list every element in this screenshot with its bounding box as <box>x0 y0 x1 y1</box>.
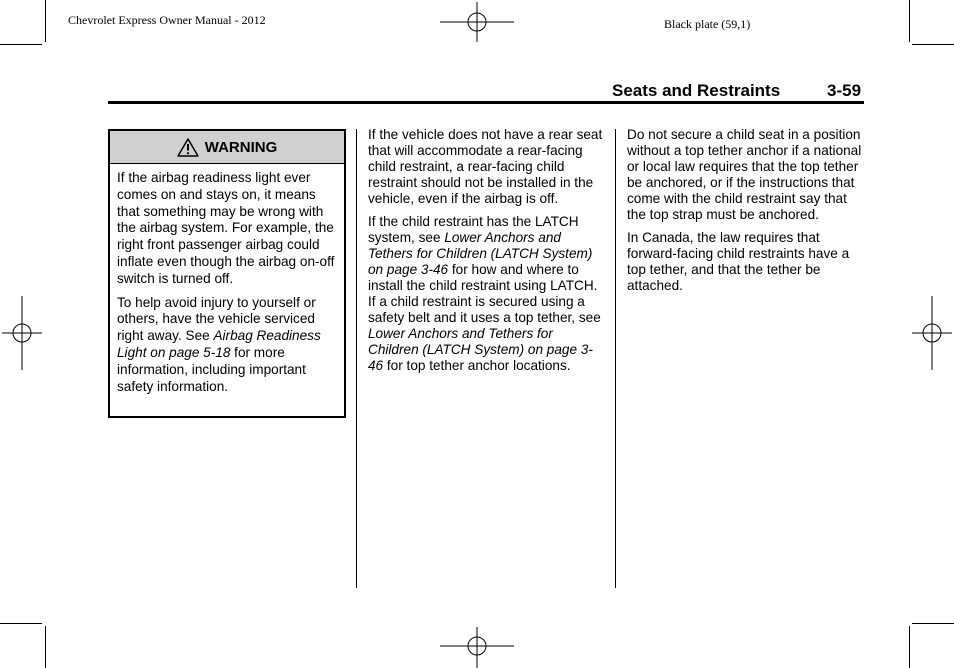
column-divider-1 <box>356 129 357 588</box>
section-title: Seats and Restraints <box>612 81 781 100</box>
warning-body <box>110 164 344 395</box>
latch-reference-1: Lower Anchors and Tethers for Children (LATCH System) on page 3-46 <box>368 230 593 277</box>
registration-mark-bottom <box>440 627 514 668</box>
column-2-paragraph-1: If the vehicle does not have a rear seat that will accommodate a rear-facing child restraint, a rear-facing child restraint should not be installed in the vehicle, even if the airbag is off. <box>368 127 603 206</box>
registration-mark-left <box>2 296 42 370</box>
warning-box <box>108 129 346 418</box>
warning-header <box>110 131 344 164</box>
warning-paragraph-2: To help avoid injury to yourself or others, have the vehicle serviced right away. See Airbag Readiness Light on page 5-18 for more information, including important safety information. <box>117 294 321 394</box>
column-3-paragraph-1: Do not secure a child seat in a position without a top tether anchor if a national or local law requires that the top tether be anchored, or if the instructions that come with the child restraint say that the top strap must be anchored. <box>627 127 862 222</box>
registration-mark-top <box>440 2 514 42</box>
column-2 <box>368 127 604 381</box>
page-number: 3-59 <box>827 81 862 100</box>
latch-reference-2: Lower Anchors and Tethers for Children (LATCH System) on page 3-46 <box>368 326 593 373</box>
header-rule <box>108 101 864 104</box>
warning-title: WARNING <box>204 138 278 156</box>
column-3-paragraph-2: In Canada, the law requires that forward-facing child restraints have a top tether, and that the tether be attached. <box>627 230 850 293</box>
column-2-paragraph-2: If the child restraint has the LATCH system, see Lower Anchors and Tethers for Children (LATCH System) on page 3-46 for how and where to install the child restraint using LATCH. If a child restraint is secured using a safety belt and it uses a top tether, see Lower Anchors and Tethers for Children (LATCH System) on page 3-46 for top tether anchor locations. <box>368 214 601 373</box>
plate-label: Black plate (59,1) <box>664 17 751 31</box>
warning-paragraph-1: If the airbag readiness light ever comes on and stays on, it means that something may be wrong with the airbag system. For example, the right front passenger airbag could inflate even though the airbag on-off switch is turned off. <box>117 170 335 286</box>
column-divider-2 <box>615 129 616 588</box>
column-3 <box>627 127 863 301</box>
manual-title: Chevrolet Express Owner Manual - 2012 <box>68 13 266 27</box>
airbag-readiness-reference: Airbag Readiness Light on page 5-18 <box>117 328 321 360</box>
registration-mark-right <box>912 296 952 370</box>
warning-triangle-icon <box>177 138 199 157</box>
